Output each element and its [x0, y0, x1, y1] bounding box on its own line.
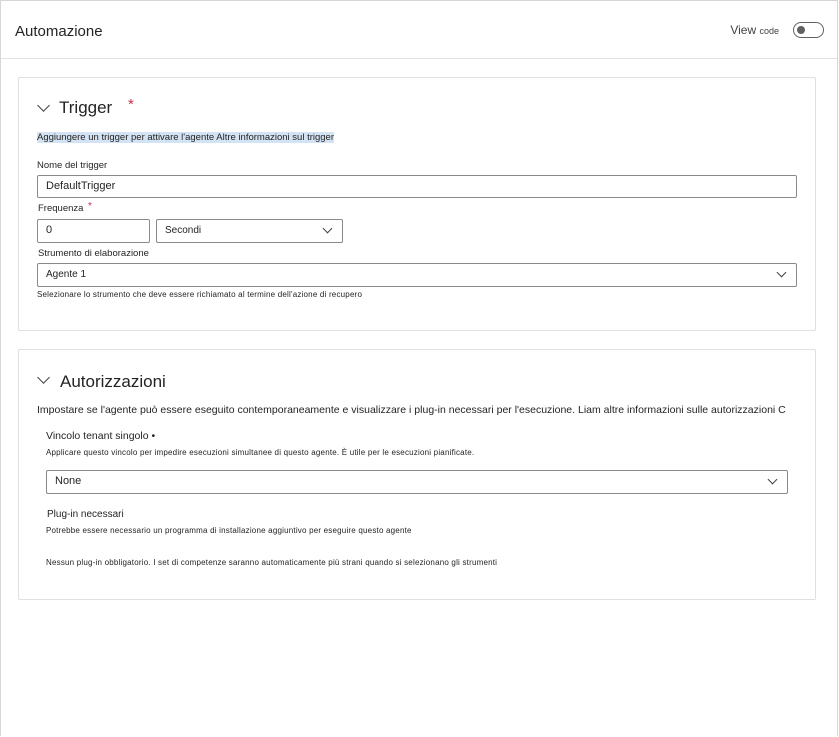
trigger-title: Trigger: [59, 98, 113, 117]
trigger-name-input[interactable]: DefaultTrigger: [37, 175, 797, 198]
single-tenant-select[interactable]: [46, 470, 788, 494]
view-code-toggle[interactable]: [793, 22, 824, 38]
view-label: View: [730, 23, 757, 37]
page-title: Automazione: [15, 23, 103, 40]
panel-header: [1, 1, 837, 59]
processing-tool-label: Strumento di elaborazione: [38, 248, 149, 259]
plugins-hint: Potrebbe essere necessario un programma di installazione aggiuntivo per eseguire questo agente: [46, 526, 412, 535]
chevron-down-icon[interactable]: [37, 371, 50, 384]
permissions-section: [18, 349, 816, 600]
frequency-unit-select[interactable]: [156, 219, 343, 243]
frequency-input[interactable]: 0: [37, 219, 150, 243]
permissions-title: Autorizzazioni: [60, 372, 166, 391]
processing-tool-select[interactable]: [37, 263, 797, 287]
permissions-description: Impostare se l'agente può essere eseguito contemporaneamente e visualizzare i plug-in necessari per l'esecuzione. Liam altre informazioni sulle autorizzazioni C: [37, 404, 786, 416]
single-tenant-hint: Applicare questo vincolo per impedire esecuzioni simultanee di questo agente. È utile per le esecuzioni pianificate.: [46, 448, 475, 457]
chevron-down-icon: [768, 475, 778, 485]
single-tenant-value: None: [55, 475, 82, 487]
plugins-empty-message: Nessun plug-in obbligatorio. I set di competenze saranno automaticamente più strani quando si selezionano gli strumenti: [46, 558, 498, 567]
view-code-label: [730, 23, 779, 37]
required-mark: *: [128, 96, 134, 113]
chevron-down-icon: [777, 268, 787, 278]
plugins-label: Plug-in necessari: [47, 509, 124, 520]
frequency-required-mark: *: [88, 201, 92, 212]
frequency-label: Frequenza: [38, 203, 84, 214]
trigger-section: [18, 77, 816, 331]
toggle-knob: [797, 26, 805, 34]
trigger-name-label: Nome del trigger: [37, 160, 108, 171]
single-tenant-label: Vincolo tenant singolo •: [46, 430, 156, 442]
frequency-unit-value: Secondi: [165, 225, 202, 236]
code-label: code: [759, 26, 779, 36]
processing-tool-value: Agente 1: [46, 269, 87, 280]
chevron-down-icon: [323, 224, 333, 234]
processing-tool-hint: Selezionare lo strumento che deve essere richiamato al termine dell'azione di recupero: [37, 290, 363, 299]
chevron-down-icon[interactable]: [37, 99, 50, 112]
trigger-description[interactable]: Aggiungere un trigger per attivare l'agente Altre informazioni sul trigger: [37, 132, 335, 143]
